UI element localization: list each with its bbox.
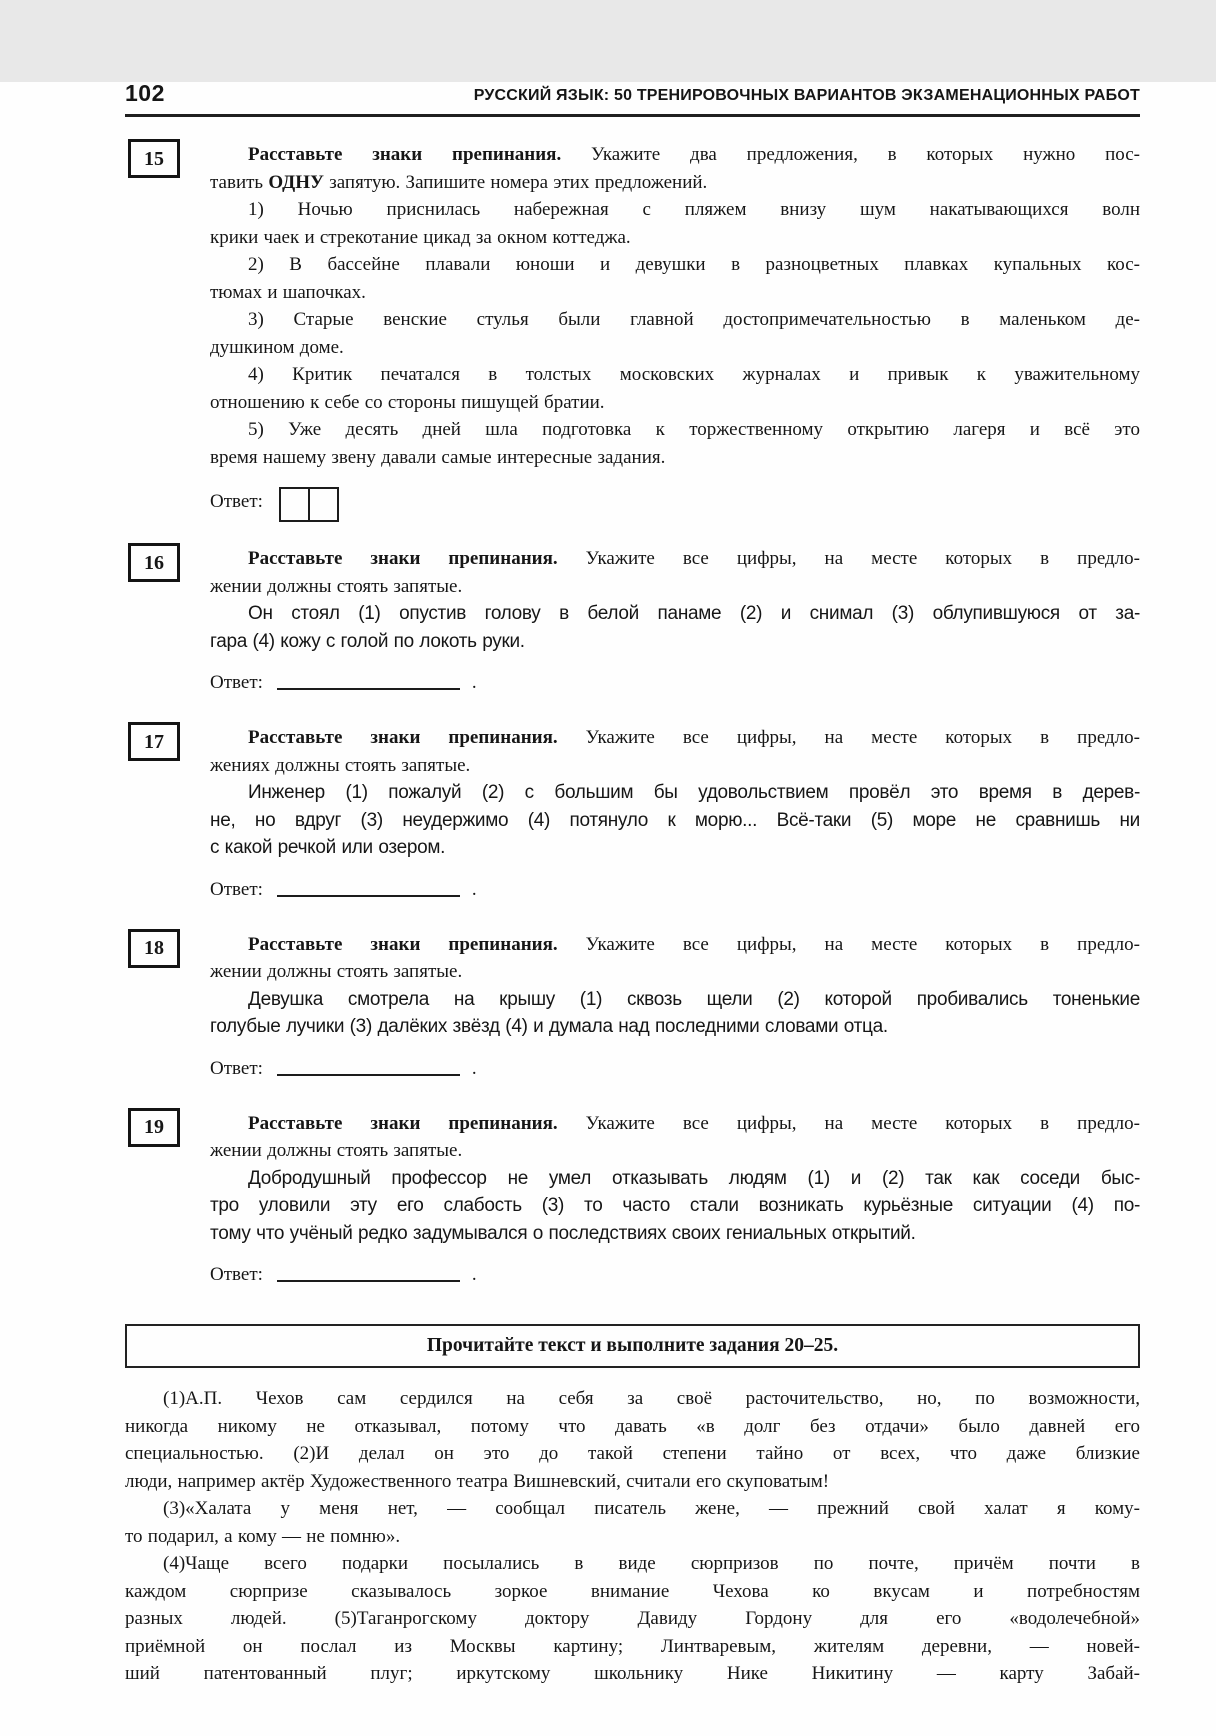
answer-label: Ответ:	[210, 1264, 263, 1285]
reading-instruction-text: Прочитайте текст и выполните задания 20–25.	[426, 1335, 839, 1356]
task-number-box: 18	[128, 929, 180, 968]
bold-text-segment: Расставьте знаки препинания.	[248, 727, 558, 748]
text-line	[210, 251, 1140, 279]
text-line	[125, 1495, 1140, 1523]
answer-label: Ответ:	[210, 1057, 263, 1079]
text-segment: отношению к себе со стороны пишущей братии.	[210, 391, 605, 413]
text-segment: жении должны стоять запятые.	[210, 961, 463, 982]
task-number-box: 15	[128, 139, 180, 178]
answer-cell	[308, 487, 339, 522]
text-line	[210, 1192, 1140, 1220]
text-segment: то подарил, а кому — не помню».	[125, 1525, 401, 1547]
text-line	[210, 444, 1140, 472]
text-segment: 3) Старые венские стулья были главной достопримечательностью в маленьком де-	[248, 309, 1140, 330]
text-line	[125, 1440, 1140, 1468]
answer-period: .	[471, 878, 477, 900]
answer-cell	[279, 487, 310, 522]
text-line	[125, 1633, 1140, 1661]
answer-blank-line	[277, 883, 460, 897]
text-line	[210, 600, 1140, 628]
text-segment: 4) Критик печатался в толстых московских журналах и привык к уважительному	[248, 364, 1140, 385]
text-line	[210, 958, 1140, 986]
text-segment: (1)А.П. Чехов сам сердился на себя за своё расточительство, но, по возможности,	[163, 1388, 1140, 1410]
text-segment: запятую. Запишите номера этих предложений.	[323, 171, 708, 193]
text-line	[210, 1110, 1140, 1138]
task-number-column	[125, 1110, 210, 1293]
task-number-box: 16	[128, 543, 180, 582]
text-line	[210, 779, 1140, 807]
text-line	[210, 724, 1140, 752]
bold-text-segment: Расставьте знаки препинания.	[248, 548, 558, 569]
text-line	[210, 1220, 1140, 1248]
task-15	[125, 141, 1140, 521]
task-number-column	[125, 724, 210, 907]
task-number-box: 19	[128, 1108, 180, 1147]
text-segment: Укажите все цифры, на месте которых в предло-	[557, 548, 1140, 569]
answer-label: Ответ:	[210, 672, 263, 693]
answer-label: Ответ:	[210, 878, 263, 900]
text-segment: Укажите два предложения, в которых нужно пос-	[561, 144, 1141, 165]
text-segment: специальностью. (2)И делал он это до такой степени тайно от всех, что даже близкие	[125, 1443, 1140, 1465]
text-segment: тро уловили эту его слабость (3) то часто стали возникать курьёзные ситуации (4) по-	[210, 1195, 1140, 1216]
task-body	[210, 141, 1140, 521]
answer-period: .	[471, 1057, 477, 1079]
text-segment: тюмах и шапочках.	[210, 281, 366, 303]
text-line	[210, 1165, 1140, 1193]
bold-text-segment: ОДНУ	[268, 171, 324, 193]
page-header	[125, 82, 1140, 117]
answer-row	[210, 1260, 1140, 1290]
task-body	[210, 724, 1140, 907]
text-line	[210, 752, 1140, 780]
task-body	[210, 545, 1140, 700]
text-line	[125, 1523, 1140, 1551]
task-body	[210, 1110, 1140, 1293]
text-segment: крики чаек и стрекотание цикад за окном коттеджа.	[210, 226, 631, 248]
text-segment: разных людей. (5)Таганрогскому доктору Давиду Гордону для его «водолечебной»	[125, 1608, 1140, 1630]
text-segment: каждом сюрпризе сказывалось зоркое внимание Чехова ко вкусам и потребностям	[125, 1580, 1140, 1602]
text-line	[210, 141, 1140, 169]
text-line	[210, 416, 1140, 444]
text-segment: 1) Ночью приснилась набережная с пляжем внизу шум накатывающихся волн	[248, 199, 1140, 220]
text-segment: жениях должны стоять запятые.	[210, 754, 471, 776]
text-segment: Девушка смотрела на крышу (1) сквозь щели (2) которой пробивались тоненькие	[248, 988, 1140, 1010]
text-segment: гара (4) кожу с голой по локоть руки.	[210, 630, 525, 652]
text-line	[210, 1137, 1140, 1165]
text-segment: никогда никому не отказывал, потому что давать «в долг без отдачи» было давней его	[125, 1415, 1140, 1437]
reading-instruction-box	[125, 1324, 1140, 1368]
text-segment: Укажите все цифры, на месте которых в предло-	[557, 1112, 1140, 1134]
text-line	[125, 1550, 1140, 1578]
text-line	[210, 545, 1140, 573]
text-line	[210, 224, 1140, 252]
task-16	[125, 545, 1140, 700]
answer-blank-line	[277, 676, 460, 690]
text-segment: 5) Уже десять дней шла подготовка к торжественному открытию лагеря и всё это	[248, 419, 1140, 440]
answer-row	[210, 668, 1140, 698]
text-segment: Инженер (1) пожалуй (2) с большим бы удовольствием провёл это время в дерев-	[248, 782, 1140, 803]
text-line	[125, 1605, 1140, 1633]
answer-row	[210, 1054, 1140, 1084]
bold-text-segment: Расставьте знаки препинания.	[248, 933, 558, 955]
text-line	[125, 1578, 1140, 1606]
text-line	[210, 306, 1140, 334]
text-segment: (4)Чаще всего подарки посылались в виде сюрпризов по почте, причём почти в	[163, 1553, 1140, 1575]
task-body	[210, 931, 1140, 1086]
text-line	[210, 986, 1140, 1014]
text-line	[210, 931, 1140, 959]
text-segment: тому что учёный редко задумывался о последствиях своих гениальных открытий.	[210, 1222, 916, 1244]
bold-text-segment: Расставьте знаки препинания.	[248, 1112, 558, 1134]
bold-text-segment: Расставьте знаки препинания.	[248, 144, 562, 165]
text-segment: не, но вдруг (3) неудержимо (4) потянуло к морю... Всё-таки (5) море не сравнишь ни	[210, 809, 1140, 831]
text-line	[210, 169, 1140, 197]
text-line	[210, 196, 1140, 224]
text-segment: ший патентованный плуг; иркутскому школьнику Нике Никитину — карту Забай-	[125, 1663, 1140, 1685]
tasks	[125, 141, 1140, 1292]
text-line	[210, 361, 1140, 389]
text-line	[125, 1413, 1140, 1441]
task-number-box: 17	[128, 722, 180, 761]
answer-row	[210, 875, 1140, 905]
task-18	[125, 931, 1140, 1086]
answer-blank-line	[277, 1062, 460, 1076]
answer-row	[210, 484, 1140, 519]
text-segment: Укажите все цифры, на месте которых в предло-	[557, 727, 1140, 748]
task-number-column	[125, 545, 210, 700]
answer-cells	[279, 487, 339, 522]
text-segment: люди, например актёр Художественного театра Вишневский, считали его скуповатым!	[125, 1470, 830, 1492]
answer-blank-line	[277, 1268, 460, 1282]
text-segment: Он стоял (1) опустив голову в белой панаме (2) и снимал (3) облупившуюся от за-	[248, 603, 1140, 624]
text-segment: Добродушный профессор не умел отказывать людям (1) и (2) так как соседи быс-	[248, 1167, 1140, 1189]
text-line	[125, 1385, 1140, 1413]
text-segment: жении должны стоять запятые.	[210, 575, 463, 597]
text-line	[210, 573, 1140, 601]
reading-text	[125, 1385, 1140, 1688]
text-segment: голубые лучики (3) далёких звёзд (4) и думала над последними словами отца.	[210, 1016, 888, 1037]
text-line	[125, 1660, 1140, 1688]
text-line	[210, 334, 1140, 362]
text-segment: 2) В бассейне плавали юноши и девушки в разноцветных плавках купальных кос-	[248, 254, 1140, 275]
text-segment: (3)«Халата у меня нет, — сообщал писатель жене, — прежний свой халат я кому-	[163, 1498, 1140, 1520]
answer-label: Ответ:	[210, 490, 263, 512]
text-line	[210, 807, 1140, 835]
book-page	[0, 82, 1216, 1736]
page-number: 102	[125, 80, 165, 106]
text-line	[210, 1013, 1140, 1041]
text-line	[125, 1468, 1140, 1496]
text-segment: душкином доме.	[210, 336, 344, 358]
task-17	[125, 724, 1140, 907]
page-content	[125, 141, 1140, 1688]
task-19	[125, 1110, 1140, 1293]
text-segment: с какой речкой или озером.	[210, 837, 446, 858]
running-title: РУССКИЙ ЯЗЫК: 50 ТРЕНИРОВОЧНЫХ ВАРИАНТОВ ЭКЗАМЕНАЦИОННЫХ РАБОТ	[473, 86, 1140, 104]
text-line	[210, 628, 1140, 656]
answer-period: .	[471, 1264, 477, 1285]
task-number-column	[125, 931, 210, 1086]
answer-period: .	[471, 672, 477, 693]
text-line	[210, 389, 1140, 417]
text-line	[210, 279, 1140, 307]
task-number-column	[125, 141, 210, 521]
text-line	[210, 834, 1140, 862]
text-segment: приёмной он послал из Москвы картину; Линтваревым, жителям деревни, — новей-	[125, 1635, 1140, 1657]
text-segment: время нашему звену давали самые интересные задания.	[210, 446, 666, 468]
text-segment: тавить	[210, 171, 269, 193]
text-segment: жении должны стоять запятые.	[210, 1140, 463, 1161]
text-segment: Укажите все цифры, на месте которых в предло-	[557, 933, 1140, 955]
